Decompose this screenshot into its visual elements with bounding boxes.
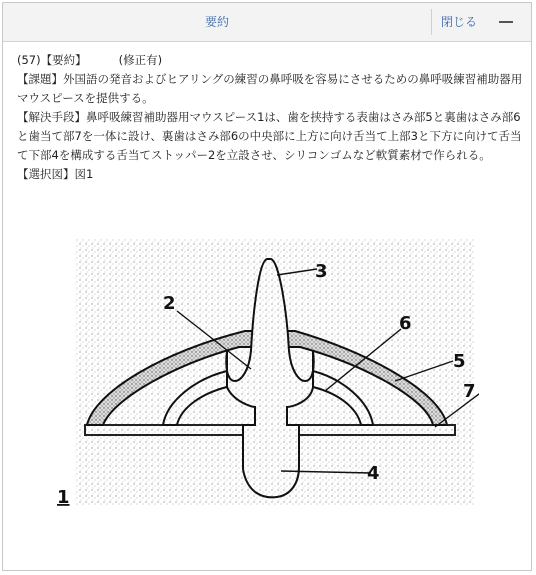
minus-icon[interactable] — [499, 21, 513, 23]
revision-note: (修正有) — [118, 53, 163, 67]
selected-figure-ref: 図1 — [74, 167, 94, 181]
mouthpiece-figure — [55, 231, 479, 515]
figure-label-6: 6 — [399, 313, 412, 334]
figure-label-4: 4 — [367, 463, 380, 484]
problem-text: 外国語の発音およびヒアリングの練習の鼻呼吸を容易にさせるための鼻呼吸練習補助器用マウスピースを提供する。 — [17, 72, 523, 105]
solution-label: 【解決手段】 — [17, 110, 86, 124]
selected-figure-label: 【選択図】 — [17, 167, 75, 181]
panel-title: 要約 — [204, 15, 229, 29]
problem-paragraph — [17, 70, 523, 108]
solution-paragraph — [17, 108, 523, 165]
problem-label: 【課題】 — [17, 72, 63, 86]
header-divider — [431, 9, 432, 35]
figure-label-3: 3 — [315, 261, 328, 282]
figure-label-1: 1 — [57, 487, 70, 508]
abstract-panel — [2, 2, 532, 571]
figure-label-2: 2 — [163, 293, 176, 314]
solution-text: 鼻呼吸練習補助器用マウスピース1は、歯を挟持する表歯はさみ部5と裏歯はさみ部6と歯当て部7を一体に設け、裏歯はさみ部6の中央部に上方に向け舌当て上部3と下方に向けて舌当て下部4を構成する舌当てストッパー2を立設させ、シリコンゴムなど軟質素材で作られる。 — [17, 110, 522, 162]
abstract-heading-line — [17, 51, 523, 70]
figure-label-5: 5 — [453, 351, 466, 372]
panel-header — [3, 3, 531, 42]
selected-figure-line — [17, 165, 523, 184]
figure-label-7: 7 — [463, 381, 476, 402]
abstract-content — [17, 51, 523, 184]
close-button[interactable]: 閉じる — [441, 15, 478, 29]
abstract-heading: (57)【要約】 — [17, 53, 87, 67]
